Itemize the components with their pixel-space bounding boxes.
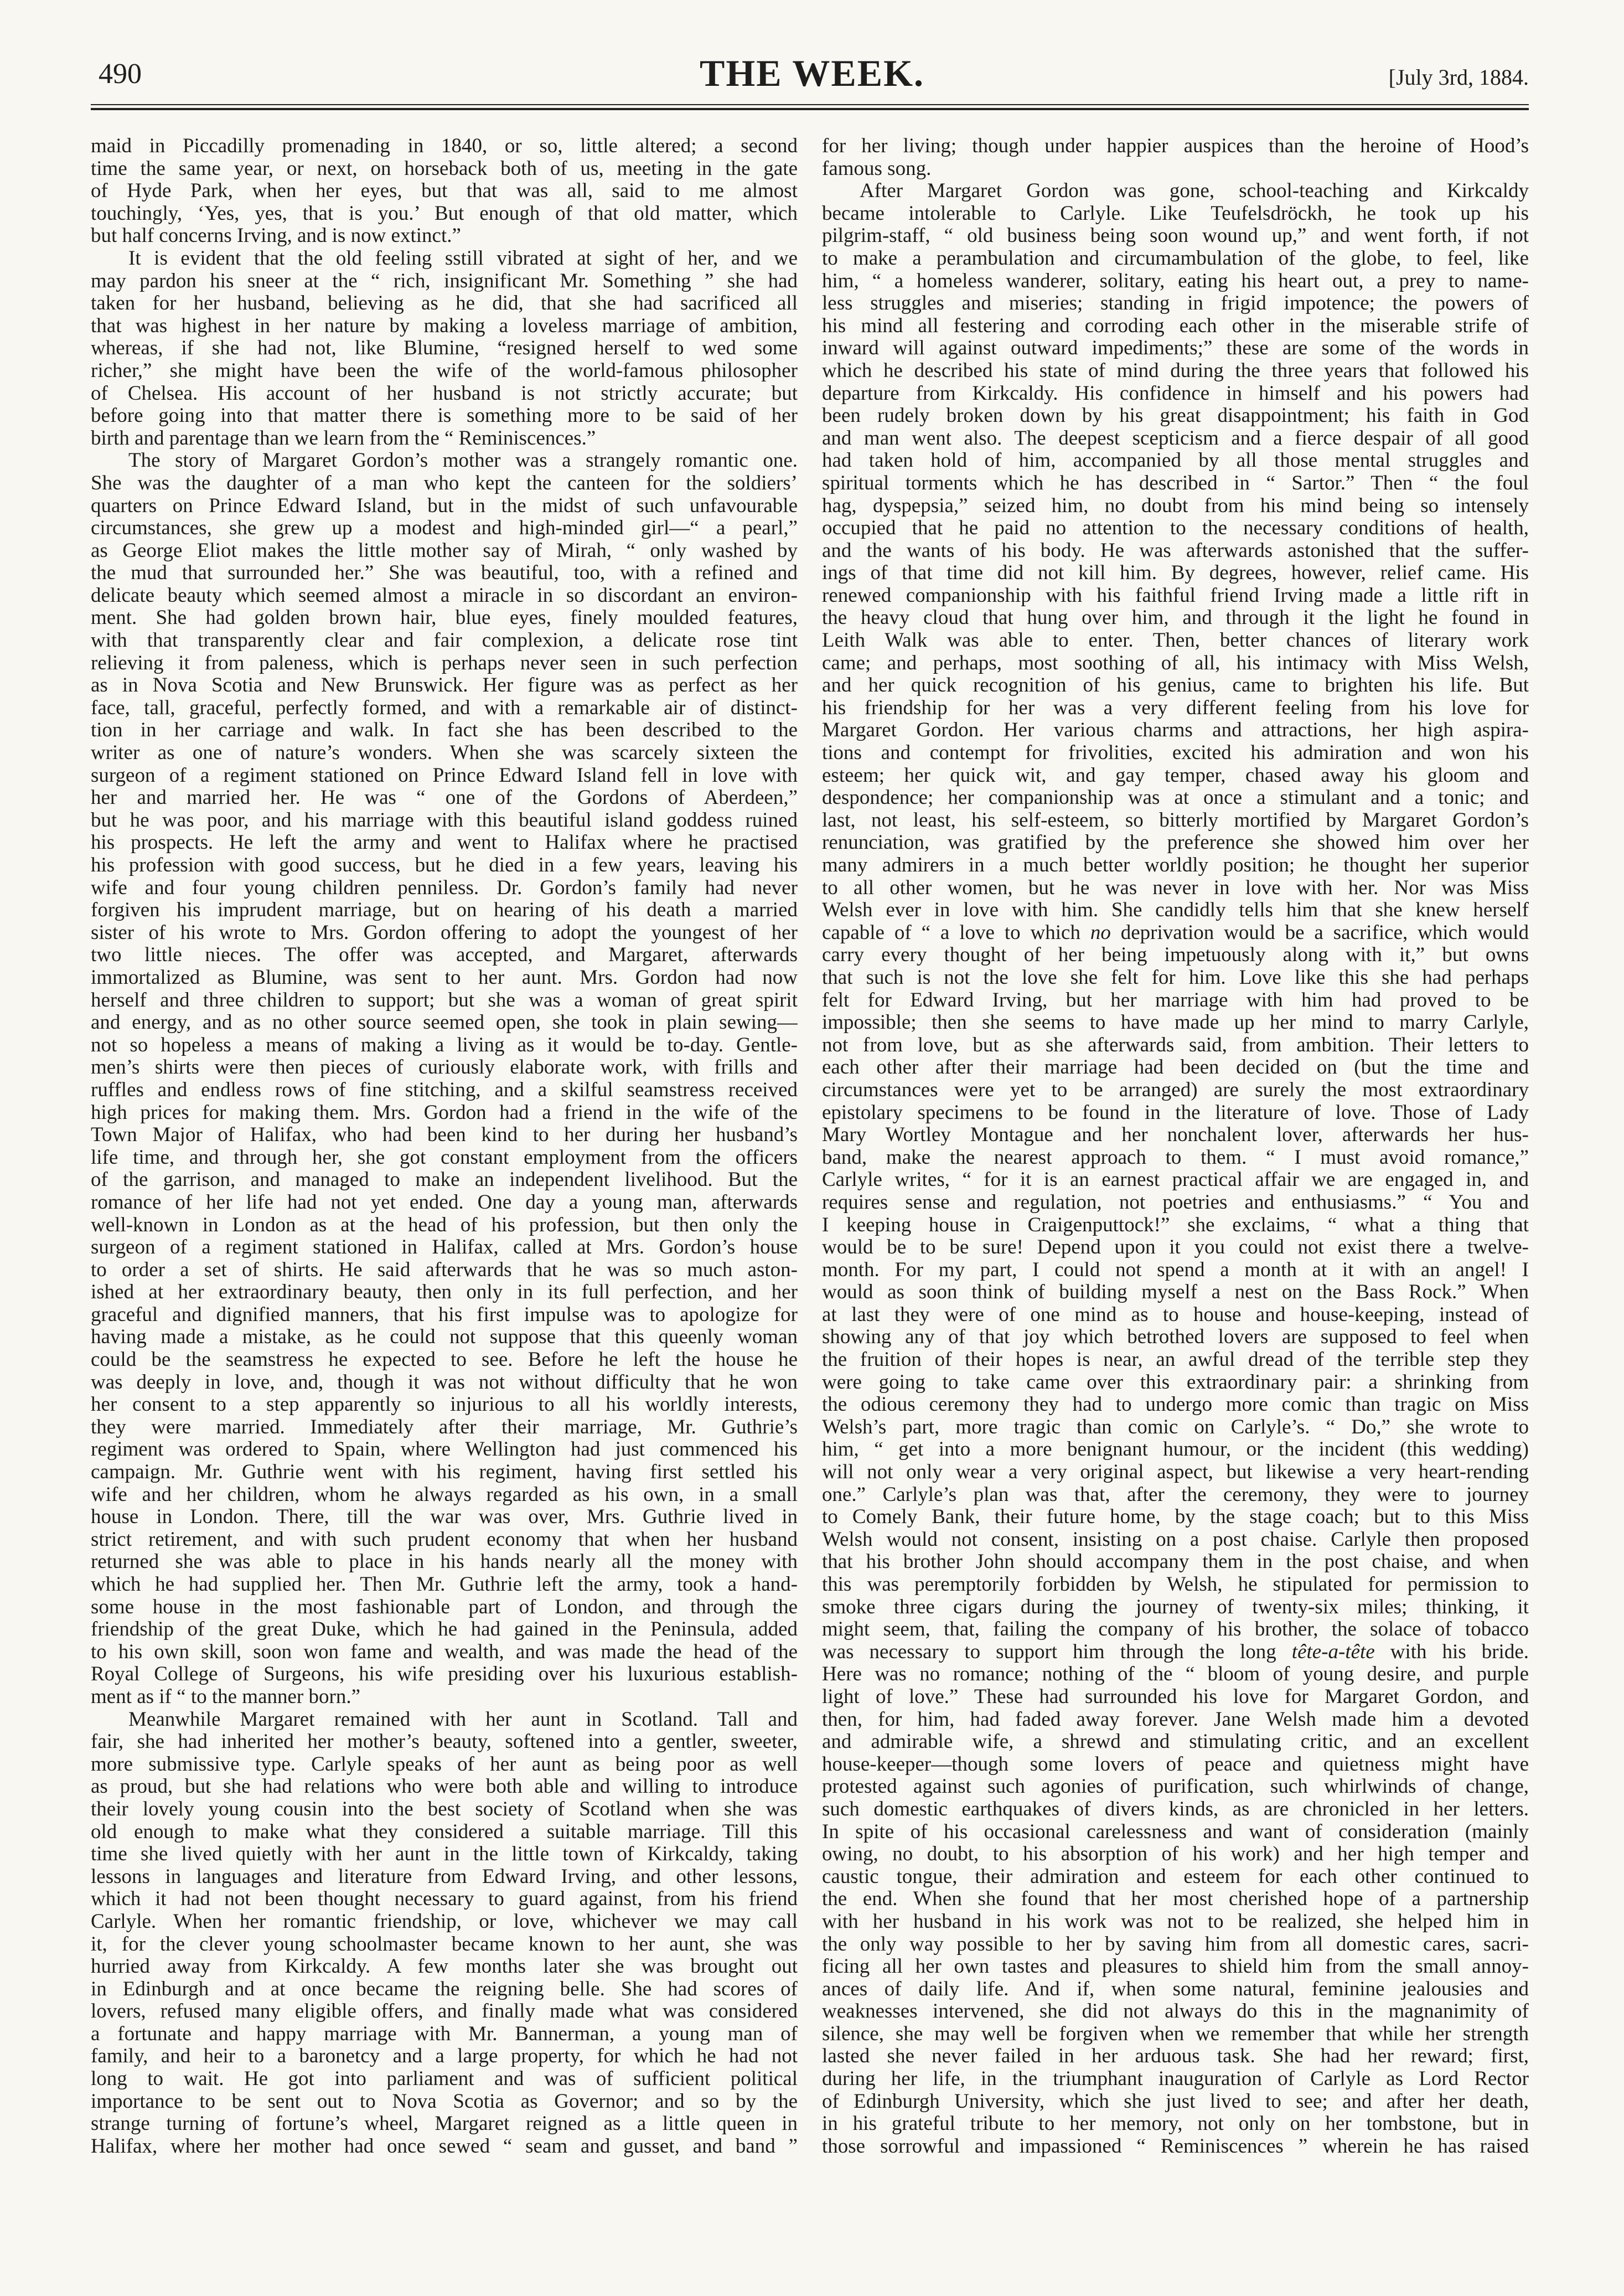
text-line: ruffles and endless rows of fine stitching, and a skilful seamstress received <box>91 1078 798 1101</box>
text-line: pilgrim-staff, “ old business being soon wound up,” and went forth, if not <box>822 224 1529 247</box>
text-line: was deeply in love, and, though it was not without difficulty that he won <box>91 1370 798 1394</box>
text-line: felt for Edward Irving, but her marriage with him had proved to be <box>822 988 1529 1012</box>
text-line: last, not least, his self-esteem, so bitterly mortified by Margaret Gordon’s <box>822 808 1529 832</box>
text-line: and her quick recognition of his genius, came to brighten his life. But <box>822 674 1529 697</box>
text-line: old enough to make what they considered a suitable marriage. Till this <box>91 1820 798 1843</box>
text-line: Margaret Gordon. Her various charms and attractions, her high aspira- <box>822 719 1529 742</box>
text-line: the fruition of their hopes is near, an awful dread of the terrible step they <box>822 1348 1529 1371</box>
text-line: strict retirement, and with such prudent economy that when her husband <box>91 1528 798 1551</box>
text-line: for her living; though under happier auspices than the heroine of Hood’s <box>822 135 1529 157</box>
text-line: requires sense and regulation, not poetries and enthusiasms.” “ You and <box>822 1190 1529 1214</box>
text-line: less struggles and miseries; standing in frigid impotence; the powers of <box>822 292 1529 315</box>
text-line: then, for him, had faded away forever. Jane Welsh made him a devoted <box>822 1707 1529 1731</box>
text-line: the only way possible to her by saving him from all domestic cares, sacri- <box>822 1932 1529 1956</box>
text-line: touchingly, ‘Yes, yes, that is you.’ But enough of that old matter, which <box>91 202 798 225</box>
text-line: that his brother John should accompany them in the post chaise, and when <box>822 1550 1529 1573</box>
text-line: hurried away from Kirkcaldy. A few months later she was brought out <box>91 1955 798 1978</box>
text-line: her consent to a step apparently so injurious to all his worldly interests, <box>91 1393 798 1416</box>
text-line: Here was no romance; nothing of the “ bloom of young desire, and purple <box>822 1663 1529 1686</box>
text-line: month. For my part, I could not spend a month at it with an angel! I <box>822 1258 1529 1281</box>
text-line: importance to be sent out to Nova Scotia as Governor; and so by the <box>91 2089 798 2113</box>
text-line: impossible; then she seems to have made up her mind to marry Carlyle, <box>822 1011 1529 1034</box>
text-line: tion in her carriage and walk. In fact she has been described to the <box>91 719 798 742</box>
text-line: regiment was ordered to Spain, where Wellington had just commenced his <box>91 1438 798 1461</box>
text-line: forgiven his imprudent marriage, but on hearing of his death a married <box>91 899 798 922</box>
text-line: time she lived quietly with her aunt in the little town of Kirkcaldy, taking <box>91 1843 798 1866</box>
text-line <box>822 1641 1529 1664</box>
text-line: time the same year, or next, on horseback both of us, meeting in the gate <box>91 157 798 180</box>
text-line: which he had supplied her. Then Mr. Guthrie left the army, took a hand- <box>91 1573 798 1596</box>
text-line: they were married. Immediately after their marriage, Mr. Guthrie’s <box>91 1415 798 1438</box>
text-line: ment as if “ to the manner born.” <box>91 1685 360 1708</box>
text-line: the heavy cloud that hung over him, and through it the light he found in <box>822 606 1529 630</box>
text-line: as George Eliot makes the little mother say of Mirah, “ only washed by <box>91 539 798 562</box>
text-line: high prices for making them. Mrs. Gordon had a friend in the wife of the <box>91 1101 798 1124</box>
text-line: of Chelsea. His account of her husband is not strictly accurate; but <box>91 381 798 405</box>
text-line: returned she was able to place in his hands nearly all the money with <box>91 1550 798 1573</box>
text-line: Mary Wortley Montague and her nonchalent lover, afterwards her hus- <box>822 1123 1529 1147</box>
text-line: famous song. <box>822 157 932 180</box>
text-line: protested against such agonies of purification, such whirlwinds of change, <box>822 1775 1529 1798</box>
text-line: tions and contempt for frivolities, excited his admiration and won his <box>822 741 1529 765</box>
text-column-right <box>822 135 1529 2164</box>
text-line: After Margaret Gordon was gone, school-teaching and Kirkcaldy <box>860 179 1529 203</box>
text-line: of Edinburgh University, which she just lived to see; and after her death, <box>822 2089 1529 2113</box>
text-line: each other after their marriage had been decided on (but the time and <box>822 1056 1529 1079</box>
text-line: long to wait. He got into parliament and was of sufficient political <box>91 2067 798 2091</box>
text-line: ings of that time did not kill him. By degrees, however, relief came. His <box>822 561 1529 585</box>
text-line: to order a set of shirts. He said afterwards that he was so much aston- <box>91 1258 798 1281</box>
text-line: men’s shirts were then pieces of curiously elaborate work, with frills and <box>91 1056 798 1079</box>
text-line: owing, no doubt, to his absorption of his work) and her high temper and <box>822 1843 1529 1866</box>
text-line: those sorrowful and impassioned “ Reminiscences ” wherein he has raised <box>822 2134 1529 2158</box>
paragraph <box>822 180 1529 2158</box>
text-line: would as soon think of building myself a nest on the Bass Rock.” When <box>822 1281 1529 1304</box>
text-line: the end. When she found that her most cherished hope of a partnership <box>822 1887 1529 1911</box>
text-line: of Hyde Park, when her eyes, but that was all, said to me almost <box>91 179 798 203</box>
text-line: She was the daughter of a man who kept the canteen for the soldiers’ <box>91 471 798 494</box>
text-column-left <box>91 135 798 2164</box>
text-line: Royal College of Surgeons, his wife presiding over his luxurious establish- <box>91 1663 798 1686</box>
text-line: Halifax, where her mother had once sewed “ seam and gusset, and band ” <box>91 2134 798 2158</box>
paragraph <box>91 450 798 1708</box>
text-line: at last they were of one mind as to house and house-keeping, instead of <box>822 1303 1529 1326</box>
text-line: circumstances, she grew up a modest and high-minded girl—“ a pearl,” <box>91 517 798 540</box>
text-line: taken for her husband, believing as he did, that she had sacrificed all <box>91 292 798 315</box>
paragraph <box>91 135 798 247</box>
text-line: during her life, in the triumphant inauguration of Carlyle as Lord Rector <box>822 2067 1529 2091</box>
text-line: delicate beauty which seemed almost a miracle in so discordant an environ- <box>91 584 798 607</box>
text-line: that such is not the love she felt for him. Love like this she had perhaps <box>822 966 1529 989</box>
text-line: showing any of that joy which betrothed lovers are supposed to feel when <box>822 1325 1529 1349</box>
text-line: Leith Walk was able to enter. Then, better chances of literary work <box>822 629 1529 652</box>
text-line: as in Nova Scotia and New Brunswick. Her figure was as perfect as her <box>91 674 798 697</box>
text-line: house in London. There, till the war was over, Mrs. Guthrie lived in <box>91 1505 798 1529</box>
text-line: the mud that surrounded her.” She was beautiful, too, with a refined and <box>91 561 798 585</box>
text-line: having made a mistake, as he could not suppose that this queenly woman <box>91 1325 798 1349</box>
text-line: it, for the clever young schoolmaster became known to her aunt, she was <box>91 1932 798 1956</box>
paragraph <box>91 247 798 450</box>
text-line: some house in the most fashionable part of London, and through the <box>91 1595 798 1618</box>
text-line: renunciation, was gratified by the preference she showed him over her <box>822 831 1529 854</box>
text-line: to make a perambulation and circumambulation of the globe, to feel, like <box>822 246 1529 270</box>
text-line: renewed companionship with his faithful friend Irving made a little rift in <box>822 584 1529 607</box>
text-line: came; and perhaps, most soothing of all, his intimacy with Miss Welsh, <box>822 651 1529 674</box>
masthead-title: THE WEEK. <box>700 52 924 94</box>
page-number: 490 <box>99 58 142 90</box>
text-line: which it had not been thought necessary to guard against, from his friend <box>91 1887 798 1911</box>
paragraph <box>822 135 1529 180</box>
text-line: may pardon his sneer at the “ rich, insignificant Mr. Something ” she had <box>91 269 798 292</box>
text-line: with that transparently clear and fair complexion, a delicate rose tint <box>91 629 798 652</box>
text-line: a fortunate and happy marriage with Mr. Bannerman, a young man of <box>91 2022 798 2045</box>
text-line: despondence; her companionship was at once a stimulant and a tonic; and <box>822 786 1529 809</box>
text-line: such domestic earthquakes of divers kinds, as are chronicled in her letters. <box>822 1797 1529 1820</box>
text-line: not so hopeless a means of making a living as it would be to-day. Gentle- <box>91 1033 798 1056</box>
text-line: ished at her extraordinary beauty, then only in its full perfection, and her <box>91 1281 798 1304</box>
text-line: been rudely broken down by his great disappointment; his faith in God <box>822 404 1529 427</box>
text-line: him, “ get into a more benignant humour, or the incident (this wedding) <box>822 1438 1529 1461</box>
text-line: one.” Carlyle’s plan was that, after the ceremony, they were to journey <box>822 1483 1529 1506</box>
text-line: occupied that he paid no attention to the necessary conditions of health, <box>822 517 1529 540</box>
text-line: Welsh ever in love with him. She candidly tells him that she knew herself <box>822 899 1529 922</box>
text-line: surgeon of a regiment stationed in Halifax, called at Mrs. Gordon’s house <box>91 1236 798 1259</box>
text-line: well-known in London as at the head of his profession, but then only the <box>91 1213 798 1236</box>
text-line: but he was poor, and his marriage with this beautiful island goddess ruined <box>91 808 798 832</box>
text-line: maid in Piccadilly promenading in 1840, or so, little altered; a second <box>91 135 798 157</box>
text-line: became intolerable to Carlyle. Like Teufelsdröckh, he took up his <box>822 202 1529 225</box>
text-line: sister of his wrote to Mrs. Gordon offering to adopt the youngest of her <box>91 921 798 944</box>
text-line: would be to be sure! Depend upon it you could not exist there a twelve- <box>822 1236 1529 1259</box>
text-line: lasted she never failed in her arduous task. She had her reward; first, <box>822 2045 1529 2068</box>
text-line: and man went also. The deepest scepticism and a fierce despair of all good <box>822 426 1529 450</box>
text-line: him, “ a homeless wanderer, solitary, eating his heart out, a prey to name- <box>822 269 1529 292</box>
text-line: which he described his state of mind during the three years that followed his <box>822 359 1529 382</box>
text-line: strange turning of fortune’s wheel, Margaret reigned as a little queen in <box>91 2112 798 2135</box>
text-line: as proud, but she had relations who were both able and willing to introduce <box>91 1775 798 1798</box>
text-segment: capable of “ a love to which <box>822 921 1090 944</box>
text-line: light of love.” These had surrounded his love for Margaret Gordon, and <box>822 1685 1529 1708</box>
text-line: circumstances were yet to be arranged) are surely the most extraordinary <box>822 1078 1529 1101</box>
text-line: more submissive type. Carlyle speaks of her aunt as being poor as well <box>91 1752 798 1776</box>
text-line: whereas, if she had not, like Blumine, “resigned herself to wed some <box>91 337 798 360</box>
text-line: The story of Margaret Gordon’s mother was a strangely romantic one. <box>128 449 798 472</box>
text-line: epistolary specimens to be found in the literature of love. Those of Lady <box>822 1101 1529 1124</box>
text-line: her and married her. He was “ one of the Gordons of Aberdeen,” <box>91 786 798 809</box>
text-line: weaknesses intervened, she did not always do this in the magnanimity of <box>822 2000 1529 2023</box>
text-line: Town Major of Halifax, who had been kind to her during her husband’s <box>91 1123 798 1147</box>
text-line: the odious ceremony they had to undergo more comic than tragic on Miss <box>822 1393 1529 1416</box>
text-line: richer,” she might have been the wife of the world-famous philosopher <box>91 359 798 382</box>
text-line: Welsh’s part, more tragic than comic on Carlyle’s. “ Do,” she wrote to <box>822 1415 1529 1438</box>
text-line: It is evident that the old feeling sstill vibrated at sight of her, and we <box>128 246 798 270</box>
text-line: might seem, that, failing the company of his brother, the solace of tobacco <box>822 1618 1529 1641</box>
text-line: many admirers in a much better worldly position; he thought her superior <box>822 854 1529 876</box>
text-line: inward will against outward impediments;” these are some of the words in <box>822 337 1529 360</box>
text-line: his friendship for her was a very different feeling from his love for <box>822 696 1529 719</box>
text-line: his mind all festering and corroding each other in the miserable strife of <box>822 314 1529 337</box>
text-line: could be the seamstress he expected to see. Before he left the house he <box>91 1348 798 1371</box>
text-line: hag, dyspepsia,” seized him, no doubt from his mind being so intensely <box>822 494 1529 517</box>
text-line: wife and four young children penniless. Dr. Gordon’s family had never <box>91 876 798 899</box>
text-line: carry every thought of her being impetuously along with it,” but owns <box>822 943 1529 967</box>
text-line: departure from Kirkcaldy. His confidence in himself and his powers had <box>822 381 1529 405</box>
text-line: quarters on Prince Edward Island, but in the midst of such unfavourable <box>91 494 798 517</box>
text-line: surgeon of a regiment stationed on Prince Edward Island fell in love with <box>91 763 798 787</box>
text-line: spiritual torments which he has described in “ Sartor.” Then “ the foul <box>822 471 1529 494</box>
header-rule <box>91 104 1529 110</box>
text-line: and the wants of his body. He was afterwards astonished that the suffer- <box>822 539 1529 562</box>
text-line: to his own skill, soon won fame and wealth, and was made the head of the <box>91 1640 798 1663</box>
text-line: his prospects. He left the army and went to Halifax where he practised <box>91 831 798 854</box>
text-line: smoke three cigars during the journey of twenty-six miles; thinking, it <box>822 1595 1529 1618</box>
italic-text: no <box>1090 921 1111 944</box>
text-line: ficing all her own tastes and pleasures to shield him from the small annoy- <box>822 1955 1529 1978</box>
text-line: in Edinburgh and at once became the reigning belle. She had scores of <box>91 1977 798 2000</box>
text-line: lovers, refused many eligible offers, and finally made what was considered <box>91 2000 798 2023</box>
text-line: immortalized as Blumine, was sent to her aunt. Mrs. Gordon had now <box>91 966 798 989</box>
text-line: caustic tongue, their admiration and esteem for each other continued to <box>822 1865 1529 1888</box>
text-line: their lovely young cousin into the best society of Scotland when she was <box>91 1797 798 1820</box>
text-line: esteem; her quick wit, and gay temper, chased away his gloom and <box>822 763 1529 787</box>
text-line: herself and three children to support; but she was a woman of great spirit <box>91 988 798 1012</box>
text-line: of the garrison, and managed to make an independent livelihood. But the <box>91 1168 798 1191</box>
text-line: ances of daily life. And if, when some natural, feminine jealousies and <box>822 1977 1529 2000</box>
text-line: romance of her life had not yet ended. One day a young man, afterwards <box>91 1190 798 1214</box>
text-line: had taken hold of him, accompanied by all those mental struggles and <box>822 449 1529 472</box>
text-line: two little nieces. The offer was accepted, and Margaret, afterwards <box>91 943 798 967</box>
text-line: to all other women, but he was never in love with her. Nor was Miss <box>822 876 1529 899</box>
text-line: were going to take came over this extraordinary pair: a shrinking from <box>822 1370 1529 1394</box>
text-line: Meanwhile Margaret remained with her aunt in Scotland. Tall and <box>128 1707 798 1731</box>
text-segment: with his bride. <box>1374 1640 1529 1663</box>
text-line: but half concerns Irving, and is now extinct.” <box>91 224 461 247</box>
text-line: band, make the nearest approach to them. “ I must avoid romance,” <box>822 1146 1529 1169</box>
text-line <box>822 922 1529 945</box>
text-line: ment. She had golden brown hair, blue eyes, finely moulded features, <box>91 606 798 630</box>
text-line: this was peremptorily forbidden by Welsh, he stipulated for permission to <box>822 1573 1529 1596</box>
text-line: and admirable wife, a shrewd and stimulating critic, and an excellent <box>822 1730 1529 1753</box>
text-line: fair, she had inherited her mother’s beauty, softened into a gentler, sweeter, <box>91 1730 798 1753</box>
paragraph <box>91 1709 798 2158</box>
text-line: In spite of his occasional carelessness and want of consideration (mainly <box>822 1820 1529 1843</box>
text-line: Carlyle. When her romantic friendship, or love, whichever we may call <box>91 1910 798 1933</box>
text-line: writer as one of nature’s wonders. When she was scarcely sixteen the <box>91 741 798 765</box>
text-line: with her husband in his work was not to be realized, she helped him in <box>822 1910 1529 1933</box>
italic-text: tête-a-tête <box>1291 1640 1375 1663</box>
text-line: that was highest in her nature by making a loveless marriage of ambition, <box>91 314 798 337</box>
text-line: campaign. Mr. Guthrie went with his regiment, having first settled his <box>91 1461 798 1484</box>
text-line: will not only wear a very original aspect, but likewise a very heart-rending <box>822 1461 1529 1484</box>
text-line: Carlyle writes, “ for it is an earnest practical affair we are engaged in, and <box>822 1168 1529 1191</box>
text-line: in his grateful tribute to her memory, not only on her tombstone, but in <box>822 2112 1529 2135</box>
text-line: silence, she may well be forgiven when we remember that while her strength <box>822 2022 1529 2045</box>
text-line: to Comely Bank, their future home, by the stage coach; but to this Miss <box>822 1505 1529 1529</box>
text-line: graceful and dignified manners, that his first impulse was to apologize for <box>91 1303 798 1326</box>
text-line: wife and her children, whom he always regarded as his own, in a small <box>91 1483 798 1506</box>
text-line: life time, and through her, she got constant employment from the officers <box>91 1146 798 1169</box>
text-line: house-keeper—though some lovers of peace and quietness might have <box>822 1752 1529 1776</box>
text-line: friendship of the great Duke, which he had gained in the Peninsula, added <box>91 1618 798 1641</box>
text-segment: deprivation would be a sacrifice, which would <box>1110 921 1529 944</box>
text-line: lessons in languages and literature from Edward Irving, and other lessons, <box>91 1865 798 1888</box>
text-segment: was necessary to support him through the long <box>822 1640 1292 1663</box>
text-line: birth and parentage than we learn from the “ Reminiscences.” <box>91 426 596 450</box>
text-line: not from love, but as she afterwards said, from ambition. Their letters to <box>822 1033 1529 1056</box>
text-line: face, tall, graceful, perfectly formed, and with a remarkable air of distinct- <box>91 696 798 719</box>
text-line: and energy, and as no other source seemed open, she took in plain sewing— <box>91 1011 798 1034</box>
text-line: before going into that matter there is something more to be said of her <box>91 404 798 427</box>
issue-date: [July 3rd, 1884. <box>1388 65 1529 90</box>
text-line: family, and heir to a baronetcy and a large property, for which he had not <box>91 2045 798 2068</box>
text-line: I keeping house in Craigenputtock!” she exclaims, “ what a thing that <box>822 1213 1529 1236</box>
text-line: Welsh would not consent, insisting on a post chaise. Carlyle then proposed <box>822 1528 1529 1551</box>
text-line: his profession with good success, but he died in a few years, leaving his <box>91 854 798 876</box>
text-line: relieving it from paleness, which is perhaps never seen in such perfection <box>91 651 798 674</box>
